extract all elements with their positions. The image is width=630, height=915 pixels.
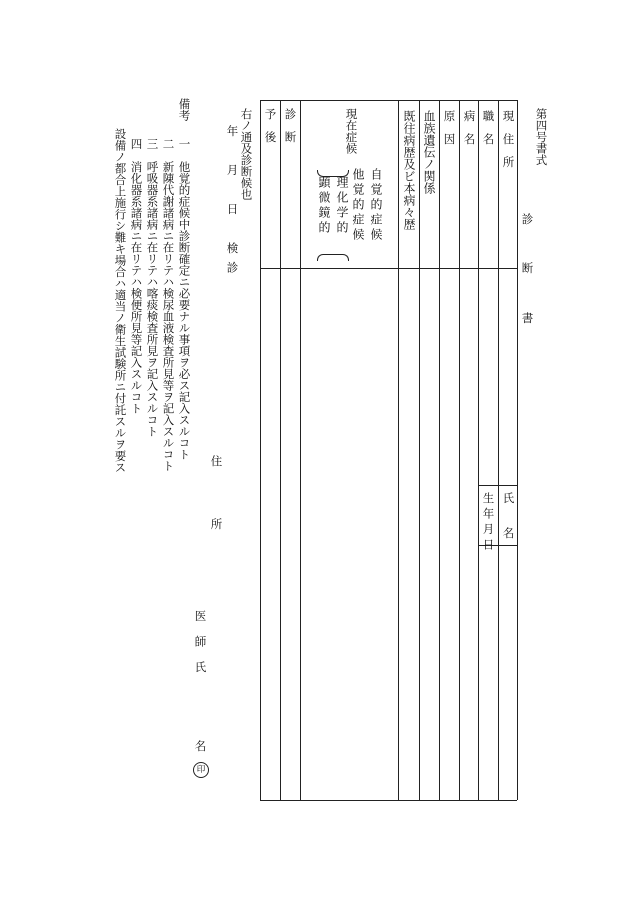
label-birthdate: 生年月日 (481, 492, 496, 554)
label-current-symptoms: 現在症候 (344, 108, 359, 154)
doctor-label: 医師氏 (193, 610, 208, 687)
label-objective-symptoms: 他覚的症候 (351, 168, 365, 243)
title-char-3: 書 (520, 312, 535, 324)
note-item-2: 二 新陳代謝諸病ニ在リテハ検尿血液検査所見等ヲ記入スルコト (161, 138, 176, 472)
label-microscopic: 顕微鏡的 (317, 176, 331, 236)
notes-heading: 備考 (177, 98, 192, 121)
label-history: 既往病歴及ビ本病々歴 (402, 110, 416, 230)
label-diagnosis-top: 診 断 (283, 108, 298, 143)
label-cause: 原 因 (442, 110, 457, 145)
name-label: 名 (193, 740, 208, 752)
title-char-1: 診 (520, 213, 535, 225)
label-subjective-symptoms: 自覚的症候 (369, 168, 383, 243)
address-label: 住 所 (209, 455, 224, 550)
notes-footer: 設備ノ都合上施行シ難キ場合ハ適当ノ衛生試験所ニ付託スルヲ要ス (113, 128, 128, 473)
label-name: 氏 名 (501, 492, 516, 545)
examination-date: 年 月 日 検診 (225, 125, 240, 281)
seal-mark: 印 (193, 762, 209, 778)
note-item-4: 四 消化器系諸病ニ在リテハ検便所見等記入スルコト (129, 138, 144, 414)
label-physicochemical: 理化学的 (335, 176, 349, 236)
form-number: 第四号書式 (534, 108, 549, 166)
brace-bottom (317, 254, 349, 261)
note-item-3: 三 呼吸器系諸病ニ在リテハ喀痰検査所見ヲ記入スルコト (145, 138, 160, 437)
title-char-2: 断 (520, 262, 535, 274)
brace-top (317, 170, 349, 177)
label-heredity: 血族遺伝ノ関係 (422, 110, 436, 194)
label-address: 現 住 所 (501, 110, 516, 168)
label-occupation: 職 名 (481, 110, 496, 145)
label-prognosis-top: 予 後 (263, 108, 278, 143)
note-item-1: 一 他覚的症候中診断確定ニ必要ナル事項ヲ必ス記入スルコト (177, 138, 192, 460)
certification-text: 右ノ通及診断候也 (239, 108, 254, 200)
label-disease-name: 病 名 (462, 110, 477, 145)
